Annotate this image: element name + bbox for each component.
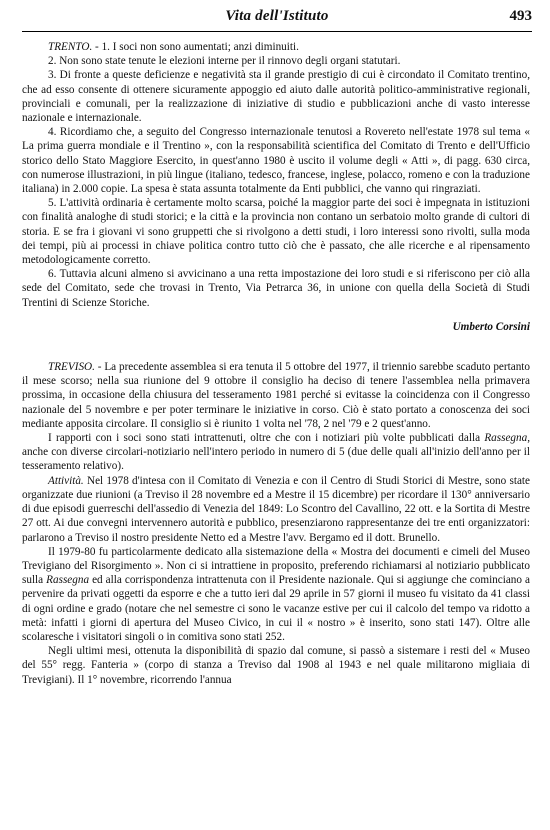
- trento-paragraph-2: 2. Non sono state tenute le elezioni interne per il rinnovo degli organi statutari.: [48, 55, 401, 68]
- author-signature: Umberto Corsini: [452, 320, 530, 333]
- treviso-paragraph-5: Negli ultimi mesi, ottenuta la disponibilità di spazio dal comune, si passò a sistemare i resti del « Museo del 55° regg. Fanteria » (corpo di stanza a Treviso dal 1908 al 1943 e nel quale militarono migliaia di Trevigiani). Il 1° novembre, ricorrendo l'annua: [22, 645, 530, 686]
- subheading-attivita: Attività.: [48, 474, 84, 487]
- place-heading-trento: TRENTO.: [48, 41, 93, 53]
- treviso-paragraph-1: TREVISO. - La precedente assemblea si era tenuta il 5 ottobre del 1977, il triennio sarebbe scaduto pertanto il mese scorso; nella sua riunione del 9 ottobre il consiglio ha deciso di tenere l'assemblea nella primavera prossima, in occasione della chiusura del tesseramento 1981 perché si evitasse la coincidenza con il Congresso nazionale del 5 novembre e per poter terminare le iniziative in corso. Ciò è stato portato a conoscenza dei soci mediante apposita circolare. Il consiglio si è riunito 1 volta nel '78, 2 nel '79 e 2 quest'anno.: [22, 361, 530, 430]
- trento-section: [22, 40, 530, 334]
- trento-paragraph-4: 4. Ricordiamo che, a seguito del Congresso internazionale tenutosi a Rovereto nell'estate 1978 sul tema « La prima guerra mondiale e il Trentino », con la responsabilità scientifica del Comitato di Trento e dell'Ufficio storico dello Stato Maggiore Esercito, in quest'anno 1980 è uscito il volume degli « Atti », di pagg. 630 circa, con numerose illustrazioni, in più lingue (italiano, tedesco, francese, inglese, polacco, romeno e con la traduzione italiana) in 2.000 copie. La spesa è stata assunta totalmente da Enti pubblici, che vanno qui ringraziati.: [22, 126, 530, 196]
- trento-paragraph-3: 3. Di fronte a queste deficienze e negatività sta il grande prestigio di cui è circondato il Comitato trentino, che ad esso consente di ottenere sicuramente appoggio ed aiuto dalle autorità politico-amministrative regionali, provinciali e comunali, per la realizzazione di iniziative di studio e pubblicazioni anche di vasto interesse nazionale e internazionale.: [22, 69, 530, 125]
- page-header: [22, 8, 532, 30]
- treviso-paragraph-2: I rapporti con i soci sono stati intrattenuti, oltre che con i notiziari più volte pubblicati dalla Rassegna, anche con diverse circolari-notiziario nell'intero periodo in numero di 5 (due delle quali all'inizio dell'anno per il tesseramento relativo).: [22, 432, 530, 473]
- header-rule: [22, 31, 532, 32]
- page-number: 493: [509, 8, 532, 24]
- page-body: [22, 36, 530, 687]
- trento-paragraph-5: 5. L'attività ordinaria è certamente molto scarsa, poiché la maggior parte dei soci è impegnata in istituzioni con finalità analoghe di studi storici; e la città e la provincia non contano un serbatoio molto grande di cultori di storia. E se fra i giovani vi sono gruppetti che si rivolgono a detti studi, i loro interessi sono rivolti, sulla moda dei tempi, più ai processi in chiave politica contro tutto ciò che è passato, che alle ricerche e al ripensamento metodologicamente corretto.: [22, 197, 530, 267]
- treviso-section: [22, 360, 530, 687]
- place-heading-treviso: TREVISO.: [48, 361, 95, 374]
- running-title: Vita dell'Istituto: [225, 8, 329, 24]
- treviso-paragraph-3: Attività. Nel 1978 d'intesa con il Comitato di Venezia e con il Centro di Studi Storici di Mestre, sono state organizzate due riunioni (a Treviso il 28 novembre ed a Mestre il 15 dicembre) per ricordare il 130° anniversario di due episodi guerreschi dell'assedio di Venezia del 1849: Lo Scontro del Cavallino, 22 ott. e la Sortita di Mestre 27 ott. Ai due convegni intervennero autorità e pubblico, presenziarono rappresentanze dei tre enti organizzatori: parlarono a Treviso il nostro presidente Netto ed a Mestre l'avv. Bergamo ed il dott. Brunello.: [22, 474, 530, 544]
- section-divider: [22, 334, 530, 360]
- trento-paragraph-6: 6. Tuttavia alcuni almeno si avvicinano a una retta impostazione dei loro studi e si riferiscono per ciò alla sede del Comitato, sede che trovasi in Trento, Via Petrarca 36, in unione con quella della Società di Studi Trentini di Scienze Storiche.: [22, 268, 530, 309]
- treviso-paragraph-4: Il 1979-80 fu particolarmente dedicato alla sistemazione della « Mostra dei documenti e cimeli del Museo Trevigiano del Risorgimento ». Non ci si intrattiene in proposito, preferendo richiamarsi al notiziario pubblicato sulla Rassegna ed alla corrispondenza intrattenuta con il Presidente nazionale. Qui si aggiunge che cominciano a pervenire da privati oggetti da esporre e che a tutto ieri dal 29 aprile in 57 giorni il museo fu visitato da 41 classi di ogni ordine e grado (notare che nel semestre ci sono le vacanze estive per cui il calcolo del tempo va ridotto a metà: infatti i giorni di apertura del Museo Civico, in cui il « nostro » è inserito, sono stati 147). Oltre alle scolaresche i visitatori singoli o in comitiva sono stati 252.: [22, 545, 530, 643]
- trento-paragraph-1: TRENTO. - 1. I soci non sono aumentati; anzi diminuiti.: [48, 41, 299, 53]
